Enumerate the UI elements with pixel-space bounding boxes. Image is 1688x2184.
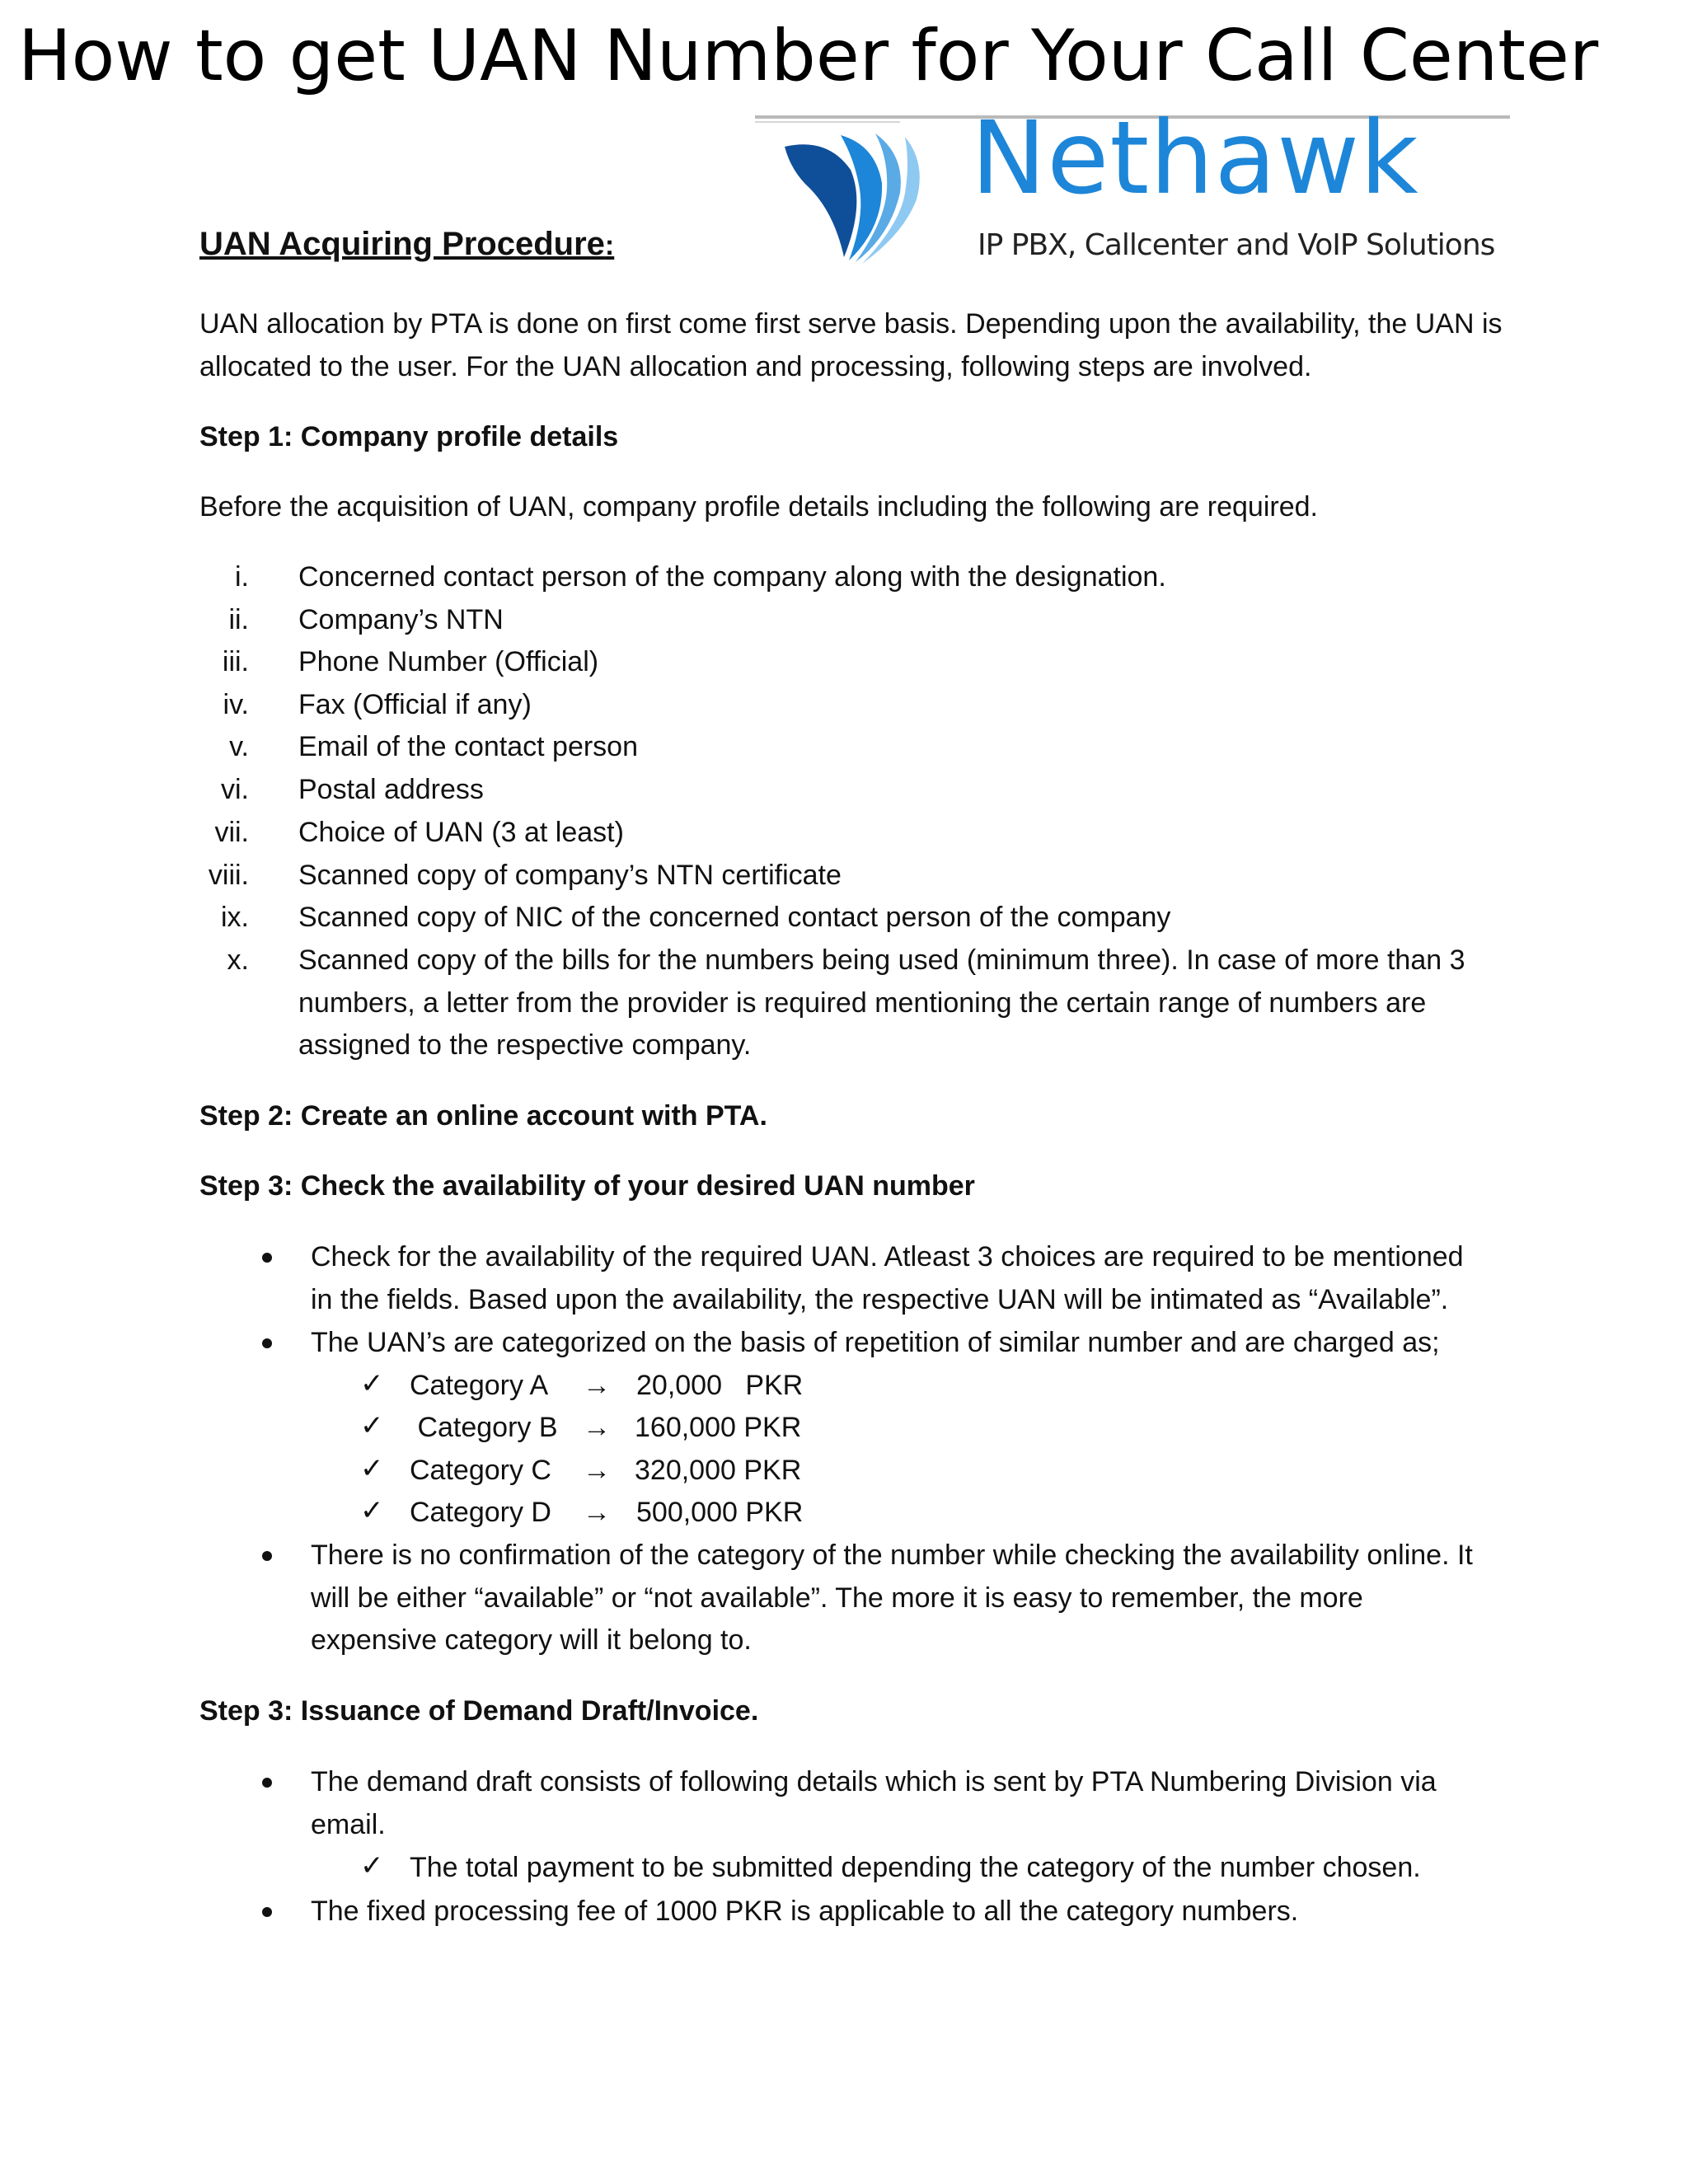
step4-title: Step 3: Issuance of Demand Draft/Invoice.	[199, 1695, 759, 1727]
category-label: Category B	[410, 1412, 558, 1443]
category-label: Category A	[410, 1370, 549, 1401]
intro-line-2: allocated to the user. For the UAN allocation and processing, following steps are involved.	[199, 351, 1312, 382]
bullet-text: There is no confirmation of the category of the number while checking the availability online. It	[311, 1540, 1473, 1571]
heading-colon: :	[604, 230, 615, 261]
list-number: iv.	[223, 689, 249, 720]
bullet-dot	[262, 1338, 272, 1348]
arrow-right-icon: →	[583, 1497, 611, 1528]
section-heading	[199, 226, 614, 264]
list-text: Concerned contact person of the company along with the designation.	[298, 561, 1166, 593]
category-label: Category C	[410, 1455, 551, 1486]
sub-check-text: The total payment to be submitted depending the category of the number chosen.	[410, 1852, 1421, 1883]
checkmark-icon: ✓	[360, 1495, 384, 1526]
list-text: Scanned copy of company’s NTN certificate	[298, 860, 842, 891]
logo-brand: Nethawk	[971, 100, 1419, 217]
arrow-right-icon: →	[583, 1370, 611, 1401]
step3-title: Step 3: Check the availability of your desired UAN number	[199, 1170, 975, 1202]
bullet-text: expensive category will it belong to.	[311, 1624, 752, 1656]
category-price: 160,000 PKR	[635, 1412, 802, 1443]
logo-tagline: IP PBX, Callcenter and VoIP Solutions	[978, 228, 1495, 262]
list-number: vi.	[221, 774, 249, 805]
list-number: viii.	[208, 860, 249, 891]
bullet-text: in the fields. Based upon the availability, the respective UAN will be intimated as “Available”.	[311, 1284, 1449, 1315]
checkmark-icon: ✓	[360, 1410, 384, 1441]
category-price: 500,000 PKR	[636, 1497, 804, 1528]
list-text: Fax (Official if any)	[298, 689, 532, 720]
checkmark-icon: ✓	[360, 1368, 384, 1399]
list-text: Scanned copy of NIC of the concerned contact person of the company	[298, 902, 1171, 933]
checkmark-icon: ✓	[360, 1453, 384, 1484]
intro-line-1: UAN allocation by PTA is done on first come first serve basis. Depending upon the availability, the UAN is	[199, 308, 1503, 340]
arrow-right-icon: →	[583, 1455, 611, 1486]
list-text: numbers, a letter from the provider is required mentioning the certain range of numbers are	[298, 987, 1427, 1019]
list-text: Postal address	[298, 774, 484, 805]
bullet-dot	[262, 1778, 272, 1788]
arrow-right-icon: →	[583, 1412, 611, 1443]
bullet-text: The demand draft consists of following details which is sent by PTA Numbering Division via	[311, 1766, 1437, 1797]
page-title: How to get UAN Number for Your Call Center	[18, 15, 1599, 97]
bullet-dot	[262, 1253, 272, 1263]
list-number: ix.	[221, 902, 249, 933]
bullet-text: Check for the availability of the required UAN. Atleast 3 choices are required to be mentioned	[311, 1241, 1464, 1272]
bullet-dot	[262, 1551, 272, 1561]
list-number: x.	[227, 944, 249, 976]
list-number: iii.	[222, 646, 249, 677]
list-number: vii.	[214, 817, 249, 848]
checkmark-icon: ✓	[360, 1850, 384, 1882]
list-number: ii.	[228, 604, 249, 635]
bullet-text: The fixed processing fee of 1000 PKR is applicable to all the category numbers.	[311, 1896, 1299, 1927]
list-text: Scanned copy of the bills for the numbers being used (minimum three). In case of more than 3	[298, 944, 1465, 976]
list-text: Email of the contact person	[298, 731, 639, 762]
category-price: 20,000 PKR	[636, 1370, 804, 1401]
bullet-text: The UAN’s are categorized on the basis of repetition of similar number and are charged as;	[311, 1327, 1440, 1358]
list-text: assigned to the respective company.	[298, 1029, 752, 1061]
category-price: 320,000 PKR	[635, 1455, 802, 1486]
bullet-dot	[262, 1907, 272, 1917]
bullet-text: will be either “available” or “not available”. The more it is easy to remember, the more	[311, 1582, 1363, 1614]
list-text: Company’s NTN	[298, 604, 504, 635]
list-number: i.	[235, 561, 249, 593]
step2-title: Step 2: Create an online account with PTA.	[199, 1100, 767, 1132]
bullet-text: email.	[311, 1809, 386, 1840]
heading-text: UAN Acquiring Procedure	[199, 226, 605, 262]
step1-text: Before the acquisition of UAN, company profile details including the following are required.	[199, 491, 1318, 523]
step1-title: Step 1: Company profile details	[199, 421, 619, 452]
list-text: Choice of UAN (3 at least)	[298, 817, 624, 848]
list-number: v.	[229, 731, 249, 762]
list-text: Phone Number (Official)	[298, 646, 599, 677]
category-label: Category D	[410, 1497, 551, 1528]
